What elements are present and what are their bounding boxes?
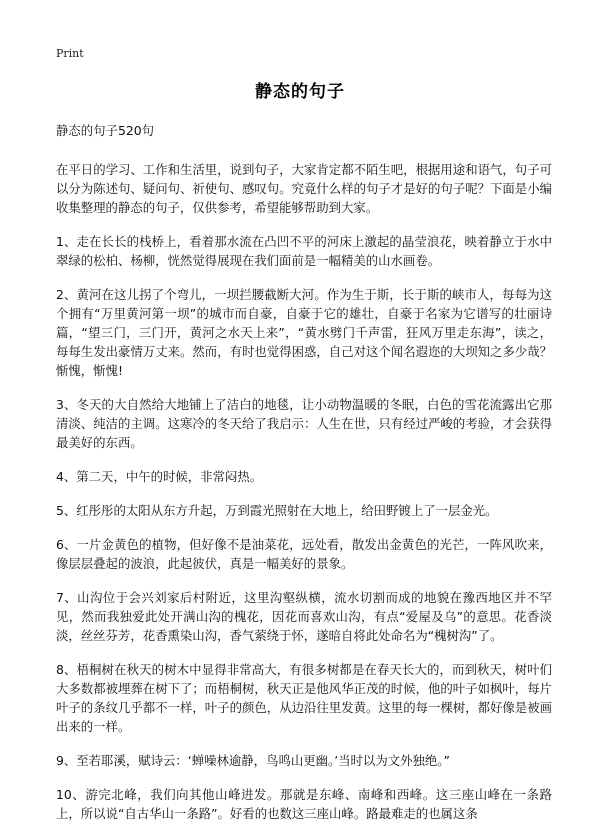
page-title: 静态的句子 (255, 82, 345, 102)
article-body (56, 121, 552, 838)
sentence-paragraph-4: 4、第二天，中午的时候，非常闷热。 (56, 469, 263, 484)
sentence-paragraph-9: 9、至若耶溪，赋诗云：‘蝉噪林逾静，鸟鸣山更幽。’当时以为文外独绝。” (56, 753, 450, 768)
sentence-paragraph-1: 1、走在长长的栈桥上，看着那水流在凸凹不平的河床上激起的晶莹浪花，映着静立于水中翠绿的松柏、杨柳，恍然觉得展现在我们面前是一幅精美的山水画卷。 (56, 234, 552, 268)
sentence-paragraph-7: 7、山沟位于会兴刘家后村附近，这里沟壑纵横，流水切割而成的地貌在豫西地区并不罕见，然而我独爱此处开满山沟的槐花，因花而喜欢山沟，有点“爱屋及乌”的意思。花香淡淡，丝丝芬芳，花香熏染山沟，香气萦绕于怀，遂暗自将此处命名为“槐树沟”了。 (56, 590, 552, 643)
sentence-paragraph-5: 5、红彤彤的太阳从东方升起，万到霞光照射在大地上，给田野镀上了一层金光。 (56, 503, 498, 518)
sentence-paragraph-3: 3、冬天的大自然给大地铺上了洁白的地毯，让小动物温暖的冬眠，白色的雪花流露出它那清淡、纯洁的主调。这寒冷的冬天给了我启示：人生在世，只有经过严峻的考验，才会获得最美好的东西。 (56, 397, 552, 450)
print-link[interactable]: Print (56, 47, 84, 60)
article-subtitle: 静态的句子520句 (56, 123, 154, 138)
sentence-paragraph-2: 2、黄河在这儿拐了个弯儿，一坝拦腰截断大河。作为生于斯，长于斯的峡市人，每每为这个拥有“万里黄河第一坝”的城市而自豪，自豪于它的雄壮，自豪于名家为它谱写的壮丽诗篇，“望三门，三门开，黄河之水天上来”，“黄水劈门千声雷，狂风万里走东海”，读之，每每生发出豪情万丈来。然而，有时也觉得困惑，自己对这个闻名遐迩的大坝知之多少哉？惭愧，惭愧! (56, 287, 552, 378)
sentence-paragraph-6: 6、一片金黄色的植物，但好像不是油菜花，远处看，散发出金黄色的光芒，一阵风吹来，像层层叠起的波浪，此起彼伏，真是一幅美好的景象。 (56, 537, 552, 571)
intro-paragraph: 在平日的学习、工作和生活里，说到句子，大家肯定都不陌生吧，根据用途和语气，句子可以分为陈述句、疑问句、祈使句、感叹句。究竟什么样的句子才是好的句子呢？下面是小编收集整理的静态的句子，仅供参考，希望能够帮助到大家。 (56, 162, 552, 215)
sentence-paragraph-8: 8、梧桐树在秋天的树木中显得非常高大，有很多树都是在春天长大的，而到秋天，树叶们大多数都被埋葬在树下了；而梧桐树，秋天正是他风华正茂的时候，他的叶子如枫叶，每片叶子的条纹几乎都不一样，叶子的颜色，从边沿往里发黄。这里的每一棵树，都好像是被画出来的一样。 (56, 662, 552, 734)
sentence-paragraph-10: 10、游完北峰，我们向其他山峰进发。那就是东峰、南峰和西峰。这三座山峰在一条路上，所以说“自古华山一条路”。好看的也数这三座山峰。路最难走的也属这条 (56, 787, 552, 821)
